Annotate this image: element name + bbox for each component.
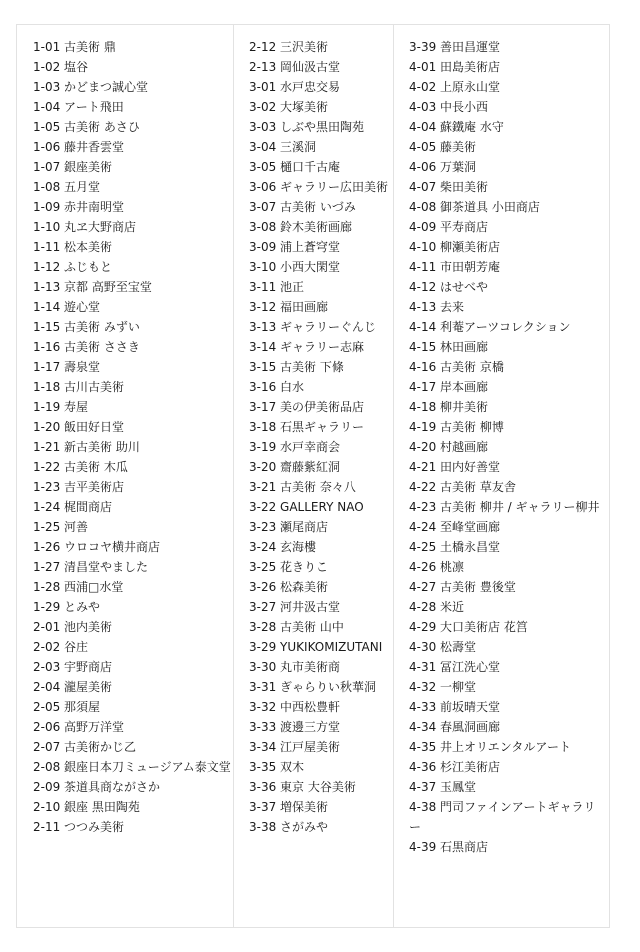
exhibitor-entry: 4-18 柳井美術 — [409, 400, 489, 414]
exhibitor-entry: 4-15 林田画廊 — [409, 340, 489, 354]
exhibitor-entry: 4-05 藤美術 — [409, 140, 477, 154]
exhibitor-entry: 2-03 宇野商店 — [33, 660, 113, 674]
exhibitor-entry: 4-36 杉江美術店 — [409, 760, 501, 774]
exhibitor-entry: 1-11 松本美術 — [33, 240, 113, 254]
exhibitor-entry: 4-23 古美術 柳井 / ギャラリー柳井 — [409, 500, 600, 514]
exhibitor-entry: 4-21 田内好善堂 — [409, 460, 501, 474]
exhibitor-entry: 4-06 万葉洞 — [409, 160, 477, 174]
exhibitor-entry: 1-16 古美術 ささき — [33, 340, 140, 354]
exhibitor-entry: 4-28 米近 — [409, 600, 465, 614]
exhibitor-entry: 3-10 小西大閑堂 — [249, 260, 341, 274]
exhibitor-entry: 3-20 齋藤紫紅洞 — [249, 460, 341, 474]
exhibitor-entry: 1-09 赤井南明堂 — [33, 200, 125, 214]
exhibitor-entry: 1-21 新古美術 助川 — [33, 440, 140, 454]
exhibitor-entry: 4-30 松壽堂 — [409, 640, 477, 654]
exhibitor-entry: 3-27 河井汲古堂 — [249, 600, 341, 614]
exhibitor-entry: 2-05 那須屋 — [33, 700, 101, 714]
exhibitor-entry: 1-13 京都 高野至宝堂 — [33, 280, 152, 294]
exhibitor-entry: 3-12 福田画廊 — [249, 300, 329, 314]
exhibitor-entry: 1-19 寿屋 — [33, 400, 89, 414]
exhibitor-entry: 3-38 さがみや — [249, 820, 329, 834]
exhibitor-entry: 3-14 ギャラリー志麻 — [249, 340, 365, 354]
exhibitor-entry: 3-25 花きりこ — [249, 560, 329, 574]
exhibitor-list — [16, 24, 610, 928]
exhibitor-entry: 3-39 善田昌運堂 — [409, 40, 501, 54]
exhibitor-entry: 1-10 丸ヱ大野商店 — [33, 220, 137, 234]
exhibitor-entry: 3-08 鈴木美術画廊 — [249, 220, 353, 234]
exhibitor-entry: 1-01 古美術 鼎 — [33, 40, 116, 54]
exhibitor-entry: 4-22 古美術 草友舎 — [409, 480, 516, 494]
exhibitor-entry: 3-11 池正 — [249, 280, 305, 294]
exhibitor-entry: 1-26 ウロコヤ横井商店 — [33, 540, 161, 554]
exhibitor-entry: 3-15 古美術 下條 — [249, 360, 344, 374]
exhibitor-entry: 2-06 高野万洋堂 — [33, 720, 125, 734]
exhibitor-entry: 3-17 美の伊美術品店 — [249, 400, 365, 414]
exhibitor-entry: 4-11 市田朝芳庵 — [409, 260, 501, 274]
exhibitor-entry: 4-12 はせべや — [409, 280, 489, 294]
exhibitor-entry: 3-09 浦上蒼穹堂 — [249, 240, 341, 254]
exhibitor-entry: 1-04 アート飛田 — [33, 100, 124, 114]
exhibitor-entry: 4-20 村越画廊 — [409, 440, 489, 454]
exhibitor-entry: 3-01 水戸忠交易 — [249, 80, 341, 94]
exhibitor-entry: 2-10 銀座 黒田陶苑 — [33, 800, 140, 814]
exhibitor-entry: 4-31 冨江洗心堂 — [409, 660, 501, 674]
exhibitor-entry: 3-36 東京 大谷美術 — [249, 780, 356, 794]
exhibitor-entry: 1-27 清昌堂やました — [33, 560, 149, 574]
exhibitor-entry: 4-27 古美術 豊後堂 — [409, 580, 516, 594]
exhibitor-entry: 1-20 飯田好日堂 — [33, 420, 125, 434]
exhibitor-entry: 4-19 古美術 柳博 — [409, 420, 504, 434]
exhibitor-entry: 2-13 岡仙汲古堂 — [249, 60, 341, 74]
exhibitor-entry: 4-07 柴田美術 — [409, 180, 489, 194]
exhibitor-entry: 3-05 樋口千古庵 — [249, 160, 341, 174]
exhibitor-entry: 2-08 銀座日本刀ミュージアム泰文堂 — [33, 760, 231, 774]
exhibitor-entry: 3-04 三溪洞 — [249, 140, 317, 154]
exhibitor-entry: 1-08 五月堂 — [33, 180, 101, 194]
exhibitor-entry: 1-15 古美術 みずい — [33, 320, 140, 334]
exhibitor-entry: 4-02 上原永山堂 — [409, 80, 501, 94]
exhibitor-column-2 — [233, 25, 393, 927]
exhibitor-entry: 3-33 渡邊三方堂 — [249, 720, 341, 734]
exhibitor-entry: 3-30 丸市美術商 — [249, 660, 341, 674]
exhibitor-entry: 1-28 西浦□水堂 — [33, 580, 124, 594]
exhibitor-entry: 4-04 蘇鐵庵 水守 — [409, 120, 504, 134]
exhibitor-entry: 4-17 岸本画廊 — [409, 380, 489, 394]
exhibitor-entry: 1-17 壽泉堂 — [33, 360, 101, 374]
exhibitor-entry: 1-18 古川古美術 — [33, 380, 125, 394]
exhibitor-entry: 3-32 中西松豊軒 — [249, 700, 341, 714]
exhibitor-entry: 3-23 瀬尾商店 — [249, 520, 329, 534]
exhibitor-entry: 1-07 銀座美術 — [33, 160, 113, 174]
exhibitor-column-3 — [393, 25, 609, 927]
exhibitor-entry: 3-06 ギャラリー広田美術 — [249, 180, 389, 194]
exhibitor-entry: 3-19 水戸幸商会 — [249, 440, 341, 454]
exhibitor-entry: 3-34 江戸屋美術 — [249, 740, 341, 754]
exhibitor-entry: 2-04 瀧屋美術 — [33, 680, 113, 694]
exhibitor-entry: 3-18 石黒ギャラリー — [249, 420, 365, 434]
exhibitor-entry: 1-22 古美術 木瓜 — [33, 460, 128, 474]
exhibitor-entry: 2-01 池内美術 — [33, 620, 113, 634]
exhibitor-entry: 2-07 古美術かじ乙 — [33, 740, 137, 754]
exhibitor-entry: 1-02 塩谷 — [33, 60, 89, 74]
exhibitor-entry: 4-16 古美術 京橋 — [409, 360, 504, 374]
exhibitor-entry: 2-09 茶道具商ながさか — [33, 780, 161, 794]
exhibitor-entry: 4-34 春風洞画廊 — [409, 720, 501, 734]
exhibitor-entry: 4-08 御茶道具 小田商店 — [409, 200, 540, 214]
exhibitor-entry: 4-14 利菴アーツコレクション — [409, 320, 571, 334]
exhibitor-entry: 1-29 とみや — [33, 600, 101, 614]
exhibitor-entry: 2-02 谷庄 — [33, 640, 89, 654]
exhibitor-entry: 3-29 YUKIKOMIZUTANI — [249, 640, 383, 654]
exhibitor-entry: 3-07 古美術 いづみ — [249, 200, 356, 214]
exhibitor-entry: 3-24 玄海樓 — [249, 540, 317, 554]
exhibitor-entry: 1-25 河善 — [33, 520, 89, 534]
exhibitor-entry: 4-26 桃凛 — [409, 560, 465, 574]
exhibitor-entry: 1-05 古美術 あさひ — [33, 120, 140, 134]
exhibitor-entry: 3-02 大塚美術 — [249, 100, 329, 114]
exhibitor-entry: 4-25 土橋永昌堂 — [409, 540, 501, 554]
exhibitor-entry: 4-01 田島美術店 — [409, 60, 501, 74]
exhibitor-entry: 4-39 石黒商店 — [409, 840, 489, 854]
exhibitor-entry: 3-37 増保美術 — [249, 800, 329, 814]
exhibitor-entry: 4-33 前坂晴天堂 — [409, 700, 501, 714]
exhibitor-entry: 1-14 遊心堂 — [33, 300, 101, 314]
exhibitor-entry: 3-16 白水 — [249, 380, 305, 394]
exhibitor-entry: 2-12 三沢美術 — [249, 40, 329, 54]
exhibitor-entry: 1-24 梶間商店 — [33, 500, 113, 514]
exhibitor-entry: 4-37 玉鳳堂 — [409, 780, 477, 794]
exhibitor-entry: 4-35 井上オリエンタルアート — [409, 740, 571, 754]
exhibitor-entry: 3-03 しぶや黒田陶苑 — [249, 120, 365, 134]
exhibitor-entry: 2-11 つつみ美術 — [33, 820, 125, 834]
exhibitor-entry: 3-35 双木 — [249, 760, 305, 774]
exhibitor-entry: 3-22 GALLERY NAO — [249, 500, 364, 514]
exhibitor-column-1 — [17, 25, 233, 927]
exhibitor-entry: 4-29 大口美術店 花筥 — [409, 620, 528, 634]
exhibitor-entry: 4-13 去来 — [409, 300, 465, 314]
exhibitor-entry: 3-28 古美術 山中 — [249, 620, 344, 634]
exhibitor-entry: 4-09 平寿商店 — [409, 220, 489, 234]
exhibitor-entry: 3-26 松森美術 — [249, 580, 329, 594]
exhibitor-entry: 3-31 ぎゃらりい秋華洞 — [249, 680, 377, 694]
exhibitor-entry: 3-21 古美術 奈々八 — [249, 480, 356, 494]
exhibitor-entry: 3-13 ギャラリーぐんじ — [249, 320, 377, 334]
exhibitor-entry: 1-06 藤井香雲堂 — [33, 140, 125, 154]
exhibitor-entry: 1-03 かどまつ誠心堂 — [33, 80, 149, 94]
exhibitor-entry: 4-24 至峰堂画廊 — [409, 520, 501, 534]
exhibitor-entry: 4-03 中長小西 — [409, 100, 489, 114]
exhibitor-entry: 1-23 吉平美術店 — [33, 480, 125, 494]
exhibitor-entry: 4-10 柳瀬美術店 — [409, 240, 501, 254]
exhibitor-entry: 1-12 ふじもと — [33, 260, 113, 274]
exhibitor-entry: 4-38 門司ファインアートギャラリー — [409, 800, 596, 834]
exhibitor-entry: 4-32 一柳堂 — [409, 680, 477, 694]
